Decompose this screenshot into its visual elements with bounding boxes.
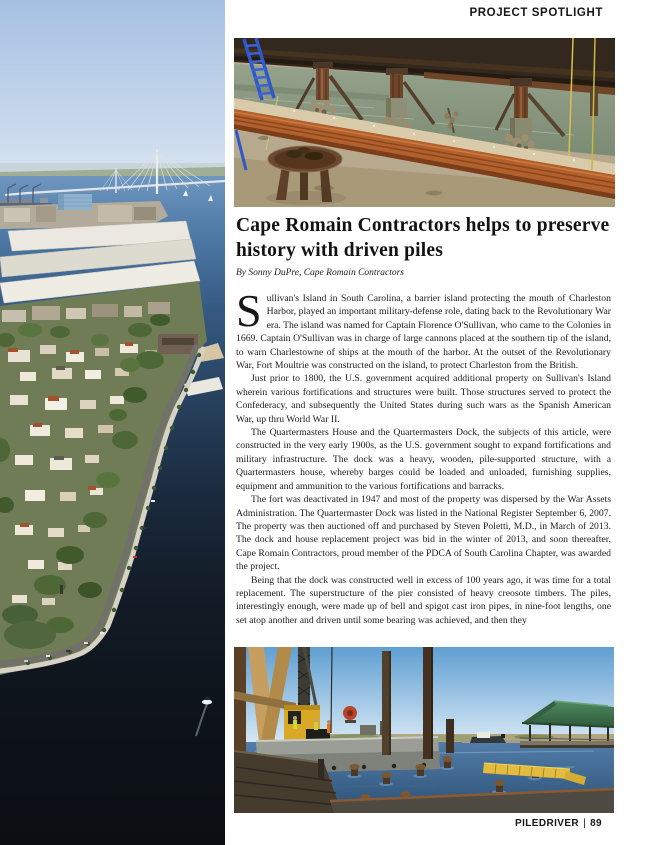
paragraph-1-text: ullivan's Island in South Carolina, a barrier island protecting the mouth of Charleston Harbor, played an important military-defense role, dating back to the Revolutionary War era. The island was named for Captain Florence O'Sullivan, who came to the Colonies in 1669. Captain O'Sullivan was in charge of large cannons placed at the southern tip of the island, to warn Charlestowne of ships at the mouth of the harbor. At the outset of the Revolutionary War, Fort Moultrie was constructed on the island, to protect Charleston from the British. (236, 293, 611, 372)
section-header (235, 7, 603, 19)
dock-underside-photo (234, 38, 615, 207)
article-byline: By Sonny DuPre, Cape Romain Contractors (236, 268, 404, 278)
magazine-name: PILEDRIVER (515, 818, 580, 829)
paragraph-5: Being that the dock was constructed well in excess of 100 years ago, it was time for a total replacement. The superstructure of the pier consisted of heavy creosote timbers. The piles, interestingly enough, were made up of bell and spigot cast iron pipes, in nine-foot lengths, one set atop another and driven until some bearing was achieved, and then they (236, 574, 611, 626)
footer-divider: | (583, 818, 587, 829)
drop-cap: S (236, 285, 262, 336)
article-body (236, 285, 611, 627)
article-title-line2: history with driven piles (236, 240, 444, 261)
aerial-charleston-illustration (0, 0, 225, 845)
article-title (236, 213, 611, 263)
page-number: 89 (590, 818, 602, 829)
article (236, 213, 611, 627)
pile-driving-barge-illustration (234, 647, 614, 813)
aerial-charleston-photo (0, 0, 225, 845)
dock-underside-illustration (234, 38, 615, 207)
paragraph-2: Just prior to 1800, the U.S. government acquired additional property on Sullivan's Island wherein various fortifications and structures were built. Those structures served to protect the Confederacy, and subsequently the United States during such wars as the Spanish American War, up thru World War II. (236, 373, 611, 425)
paragraph-4: The fort was deactivated in 1947 and most of the property was dispersed by the War Assets Administration. The Quartermaster Dock was listed in the National Register September 6, 2007. The property was then auctioned off and purchased by Steven Poletti, M.D., in March of 2013. The dock and house replacement project was bid in the winter of 2013, and soon thereafter, Cape Romain Contractors, proud member of the PDCA of South Carolina Chapter, was awarded the project. (236, 494, 611, 573)
paragraph-3: The Quartermasters House and the Quartermasters Dock, the subjects of this article, were constructed in the very early 1900s, as the U.S. government sought to expand fortifications and military infrastructure. The dock was a heavy, wooden, pile-supported structure, with a Quartermasters house, whereby barges could be loaded and unloaded, furnishing supplies, equipment and ammunition to the various fortifications and barracks. (236, 427, 611, 492)
paragraph-1 (236, 285, 611, 372)
page-footer (235, 818, 602, 829)
article-title-line1: Cape Romain Contractors helps to preserve (236, 215, 610, 236)
red-drum (343, 706, 357, 723)
waterfront-building (58, 194, 92, 210)
pile-driving-barge-photo (234, 647, 614, 813)
section-header-label: PROJECT SPOTLIGHT (469, 7, 603, 19)
